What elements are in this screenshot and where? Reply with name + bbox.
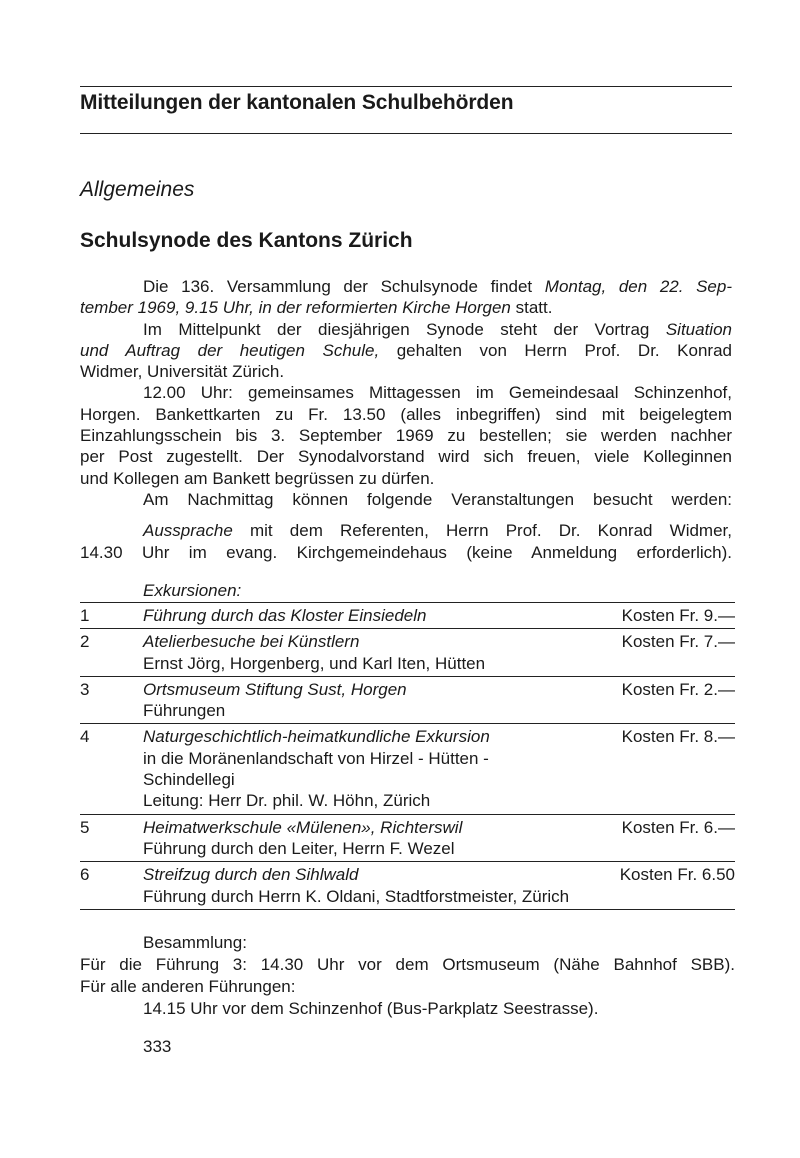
paragraph-5 <box>80 520 732 563</box>
paragraph-3 <box>80 382 732 488</box>
text-line <box>80 319 732 340</box>
text-line: und Kollegen am Bankett begrüssen zu dürfen. <box>80 468 435 488</box>
excursion-title: Atelierbesuche bei Künstlern <box>143 632 360 652</box>
text-line: Einzahlungsschein bis 3. September 1969 zu bestellen; sie werden nachher <box>80 426 732 446</box>
excursion-description <box>143 817 598 860</box>
text-line <box>80 340 732 361</box>
excursion-description <box>143 631 598 674</box>
excursion-description <box>143 679 598 722</box>
excursion-row <box>80 814 735 862</box>
excursion-cost: Kosten Fr. 9.— <box>621 606 735 625</box>
excursion-detail: Führung durch Herrn K. Oldani, Stadtforstmeister, Zürich <box>143 886 570 906</box>
excursion-detail: Führungen <box>143 701 226 721</box>
text-run: statt. <box>510 298 553 318</box>
excursion-number: 3 <box>80 679 90 699</box>
paragraph-1 <box>80 276 732 319</box>
text-emphasis: Situation <box>665 319 732 339</box>
excursion-detail: in die Moränenlandschaft von Hirzel - Hütten - <box>143 748 489 768</box>
text-line <box>80 276 732 297</box>
excursion-number: 4 <box>80 727 90 747</box>
excursions-label: Exkursionen: <box>143 581 242 600</box>
excursion-detail: Ernst Jörg, Horgenberg, und Karl Iten, Hütten <box>143 653 486 673</box>
excursion-title: Heimatwerkschule «Mülenen», Richterswil <box>143 817 463 837</box>
text-line: Am Nachmittag können folgende Veranstaltungen besucht werden: <box>143 489 732 509</box>
excursion-row <box>80 861 735 910</box>
excursion-number: 1 <box>80 606 90 625</box>
text-emphasis: Montag, den 22. Sep- <box>544 277 732 296</box>
page-number: 333 <box>143 1037 172 1056</box>
excursion-description <box>143 864 598 907</box>
excursion-detail: Führung durch den Leiter, Herrn F. Wezel <box>143 838 455 858</box>
header-rule-top <box>80 86 732 87</box>
text-run: Die 136. Versammlung der Schulsynode findet <box>143 277 545 296</box>
gathering-info <box>80 932 735 1020</box>
text-run: mit dem Referenten, Herrn Prof. Dr. Konrad Widmer, <box>232 521 732 541</box>
subsection-title: Schulsynode des Kantons Zürich <box>80 229 413 252</box>
excursion-row <box>80 602 735 628</box>
section-title: Allgemeines <box>80 178 195 201</box>
excursion-row <box>80 676 735 724</box>
body-text <box>80 276 732 563</box>
excursion-row <box>80 723 735 813</box>
gathering-label: Besammlung: <box>143 933 247 952</box>
excursion-row <box>80 628 735 676</box>
text-line: 14.30 Uhr im evang. Kirchgemeindehaus (keine Anmeldung erforderlich). <box>80 542 732 562</box>
text-run: Im Mittelpunkt der diesjährigen Synode steht der Vortrag <box>143 319 666 339</box>
paragraph-4 <box>80 489 732 510</box>
excursion-cost: Kosten Fr. 6.50 <box>619 865 735 885</box>
text-emphasis: Aussprache <box>143 521 233 541</box>
text-emphasis: tember 1969, 9.15 Uhr, in der reformierten Kirche Horgen <box>80 298 511 318</box>
excursion-cost: Kosten Fr. 7.— <box>621 632 735 652</box>
excursion-cost: Kosten Fr. 8.— <box>621 727 735 747</box>
excursion-number: 5 <box>80 817 90 837</box>
page-header-title: Mitteilungen der kantonalen Schulbehörden <box>80 91 514 114</box>
excursion-cost: Kosten Fr. 6.— <box>621 817 735 837</box>
excursion-title: Ortsmuseum Stiftung Sust, Horgen <box>143 679 407 699</box>
text-run: gehalten von Herrn Prof. Dr. Konrad <box>379 340 732 360</box>
excursion-number: 2 <box>80 632 90 652</box>
excursions-table <box>80 602 735 910</box>
text-line <box>80 520 732 541</box>
gathering-line: 14.15 Uhr vor dem Schinzenhof (Bus-Parkplatz Seestrasse). <box>143 999 599 1018</box>
text-line: per Post zugestellt. Der Synodalvorstand wird sich freuen, viele Kolleginnen <box>80 447 732 467</box>
text-line: 12.00 Uhr: gemeinsames Mittagessen im Gemeindesaal Schinzenhof, <box>143 383 732 403</box>
paragraph-2 <box>80 319 732 383</box>
header-rule-bottom <box>80 133 732 134</box>
excursion-detail: Schindellegi <box>143 770 235 790</box>
excursion-number: 6 <box>80 865 90 885</box>
text-emphasis: und Auftrag der heutigen Schule, <box>80 340 380 360</box>
text-line: Widmer, Universität Zürich. <box>80 362 285 382</box>
excursion-cost: Kosten Fr. 2.— <box>621 679 735 699</box>
gathering-line: Für alle anderen Führungen: <box>80 977 296 996</box>
text-line <box>80 297 732 318</box>
text-line: Horgen. Bankettkarten zu Fr. 13.50 (alles inbegriffen) sind mit beigelegtem <box>80 404 732 424</box>
excursion-title: Führung durch das Kloster Einsiedeln <box>143 606 427 625</box>
excursion-title: Streifzug durch den Sihlwald <box>143 865 359 885</box>
gathering-line: Für die Führung 3: 14.30 Uhr vor dem Ortsmuseum (Nähe Bahnhof SBB). <box>80 955 735 974</box>
excursion-description <box>143 726 598 811</box>
excursion-title: Naturgeschichtlich-heimatkundliche Exkursion <box>143 727 490 747</box>
excursion-detail: Leitung: Herr Dr. phil. W. Höhn, Zürich <box>143 791 431 811</box>
excursion-description <box>143 605 598 626</box>
